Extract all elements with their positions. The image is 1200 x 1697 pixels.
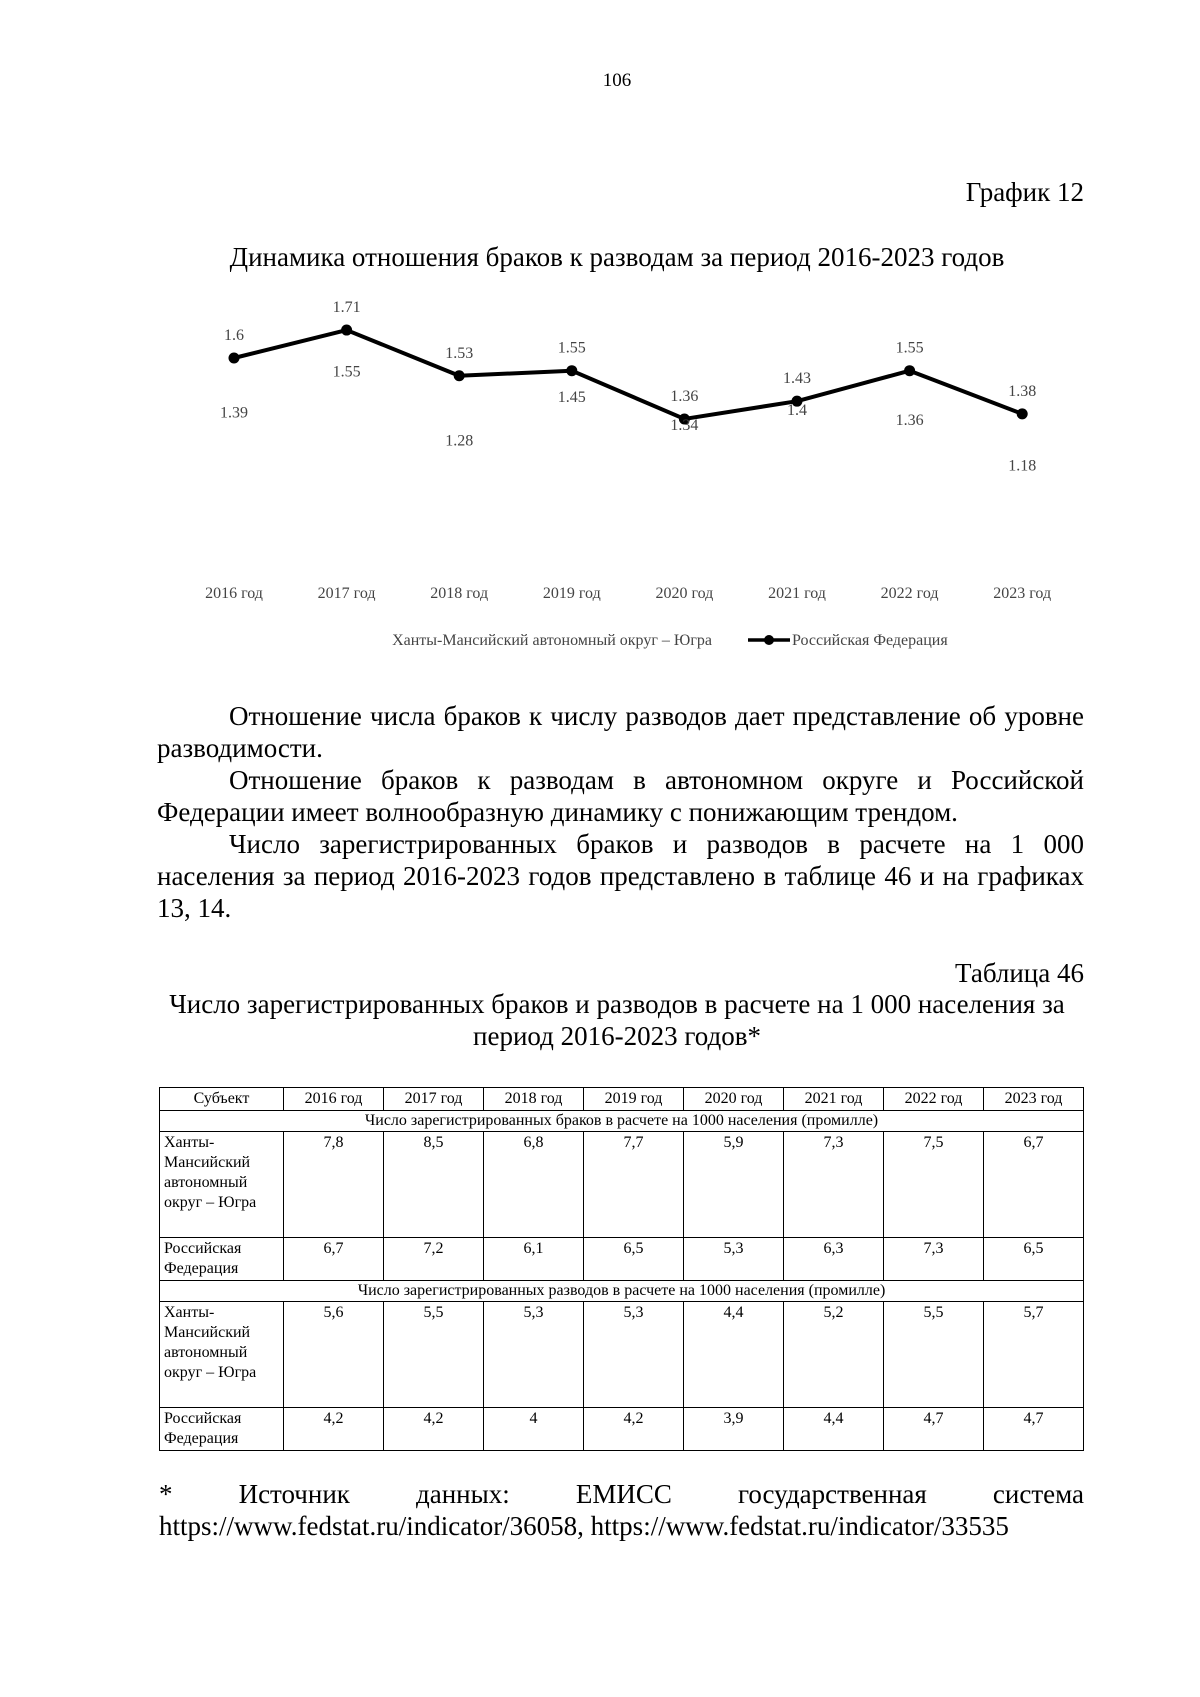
legend-label-rf: Российская Федерация	[792, 632, 948, 649]
table-cell: 5,7	[984, 1302, 1084, 1408]
data-point	[1017, 408, 1028, 419]
table-cell: 7,8	[284, 1132, 384, 1238]
page-number: 106	[602, 70, 632, 91]
table-cell: 3,9	[684, 1408, 784, 1451]
table-cell: 4,2	[284, 1408, 384, 1451]
table-cell: 4,7	[884, 1408, 984, 1451]
table-cell: 8,5	[384, 1132, 484, 1238]
footnote-links: https://www.fedstat.ru/indicator/36058, https://www.fedstat.ru/indicator/33535	[159, 1511, 1009, 1541]
data-label: 1.39	[220, 404, 248, 422]
x-tick-label: 2017 год	[317, 585, 376, 602]
table-cell: 5,5	[384, 1302, 484, 1408]
data-label: 1.71	[332, 299, 361, 317]
table-cell: 7,2	[384, 1238, 484, 1281]
table-cell: 6,1	[484, 1238, 584, 1281]
data-label: 1.6	[224, 327, 244, 344]
table-cell: 5,5	[884, 1302, 984, 1408]
table-row	[160, 1408, 1084, 1451]
table-cell: 4,7	[984, 1408, 1084, 1451]
row-subject: Российская Федерация	[160, 1238, 284, 1281]
chart-title: Динамика отношения браков к разводам за период 2016-2023 годов	[229, 242, 1005, 272]
figure-label: График 12	[965, 177, 1084, 207]
table-cell: 4,4	[784, 1408, 884, 1451]
footnote-source-line	[159, 1478, 1084, 1510]
footnote-word: государственная	[737, 1479, 927, 1509]
header-2017: 2017 год	[384, 1088, 484, 1111]
table-row	[160, 1238, 1084, 1281]
x-tick-label: 2021 год	[768, 585, 826, 602]
footnote-word: Источник	[238, 1479, 350, 1509]
data-table	[159, 1087, 1084, 1451]
x-tick-label: 2019 год	[542, 585, 601, 602]
legend-label-khmao: Ханты-Мансийский автономный округ – Югра	[392, 632, 712, 649]
data-label: 1.38	[1008, 382, 1037, 400]
table-cell: 7,3	[784, 1132, 884, 1238]
x-tick-label: 2023 год	[993, 585, 1052, 602]
header-2016: 2016 год	[284, 1088, 384, 1111]
table-label: Таблица 46	[955, 958, 1084, 988]
table-cell: 6,3	[784, 1238, 884, 1281]
footnote-word: ЕМИСС	[575, 1479, 672, 1509]
footnote-word: система	[992, 1479, 1084, 1509]
section-title-divorces: Число зарегистрированных разводов в расчете на 1000 населения (промилле)	[160, 1281, 1084, 1302]
data-label: 1.28	[445, 432, 474, 450]
row-subject: Ханты-Мансийский автономный округ – Югра	[160, 1302, 284, 1408]
x-tick-label: 2018 год	[430, 585, 489, 602]
data-point	[229, 353, 240, 364]
table-cell: 6,5	[584, 1238, 684, 1281]
section-row-marriages	[160, 1111, 1084, 1132]
data-label: 1.18	[1008, 457, 1037, 475]
header-2022: 2022 год	[884, 1088, 984, 1111]
table-cell: 5,3	[684, 1238, 784, 1281]
table-cell: 5,6	[284, 1302, 384, 1408]
x-tick-label: 2016 год	[205, 585, 263, 602]
table-cell: 6,7	[284, 1238, 384, 1281]
table-cell: 7,3	[884, 1238, 984, 1281]
header-2018: 2018 год	[484, 1088, 584, 1111]
table-cell: 4,2	[384, 1408, 484, 1451]
data-point	[904, 365, 915, 376]
data-label: 1.45	[557, 389, 586, 407]
row-subject: Ханты-Мансийский автономный округ – Югра	[160, 1132, 284, 1238]
header-subject: Субъект	[160, 1088, 284, 1111]
table-cell: 6,5	[984, 1238, 1084, 1281]
line-chart	[0, 0, 1200, 680]
table-cell: 6,7	[984, 1132, 1084, 1238]
data-point	[454, 370, 465, 381]
header-2019: 2019 год	[584, 1088, 684, 1111]
data-label: 1.43	[783, 370, 811, 388]
table-cell: 4,4	[684, 1302, 784, 1408]
x-tick-label: 2020 год	[655, 585, 714, 602]
data-label: 1.34	[670, 417, 699, 435]
data-point	[566, 365, 577, 376]
paragraph-2: Отношение браков к разводам в автономном округе и Российской Федерации имеет волнообразную динамику с понижающим трендом.	[157, 765, 1084, 827]
table-cell: 5,3	[484, 1302, 584, 1408]
table-cell: 5,2	[784, 1302, 884, 1408]
table-header-row	[160, 1088, 1084, 1111]
section-row-divorces	[160, 1281, 1084, 1302]
data-label: 1.36	[670, 387, 699, 405]
data-label: 1.4	[787, 401, 807, 419]
table-cell: 5,3	[584, 1302, 684, 1408]
table-row	[160, 1302, 1084, 1408]
table-cell: 4	[484, 1408, 584, 1451]
table-cell: 4,2	[584, 1408, 684, 1451]
table-cell: 7,7	[584, 1132, 684, 1238]
table-cell: 5,9	[684, 1132, 784, 1238]
data-label: 1.53	[445, 344, 474, 362]
paragraph-1: Отношение числа браков к числу разводов дает представление об уровне разводимости.	[157, 701, 1084, 763]
footnote	[159, 1478, 1084, 1542]
table-title: Число зарегистрированных браков и разводов в расчете на 1 000 населения за период 2016-2023 годов*	[169, 989, 1065, 1051]
table-cell: 7,5	[884, 1132, 984, 1238]
table-cell: 6,8	[484, 1132, 584, 1238]
data-point	[341, 325, 352, 336]
data-label: 1.55	[557, 339, 586, 357]
header-2023: 2023 год	[984, 1088, 1084, 1111]
legend-swatch-marker	[764, 635, 774, 645]
footnote-word: данных:	[415, 1479, 510, 1509]
paragraph-3: Число зарегистрированных браков и разводов в расчете на 1 000 населения за период 2016-2023 годов представлено в таблице 46 и на графиках 13, 14.	[157, 829, 1084, 923]
data-label: 1.36	[895, 411, 924, 429]
footnote-star: *	[159, 1479, 173, 1509]
table-row	[160, 1132, 1084, 1238]
x-tick-label: 2022 год	[880, 585, 939, 602]
data-label: 1.55	[332, 363, 361, 381]
header-2021: 2021 год	[784, 1088, 884, 1111]
row-subject: Российская Федерация	[160, 1408, 284, 1451]
section-title-marriages: Число зарегистрированных браков в расчете на 1000 населения (промилле)	[160, 1111, 1084, 1132]
header-2020: 2020 год	[684, 1088, 784, 1111]
data-label: 1.55	[895, 339, 924, 357]
